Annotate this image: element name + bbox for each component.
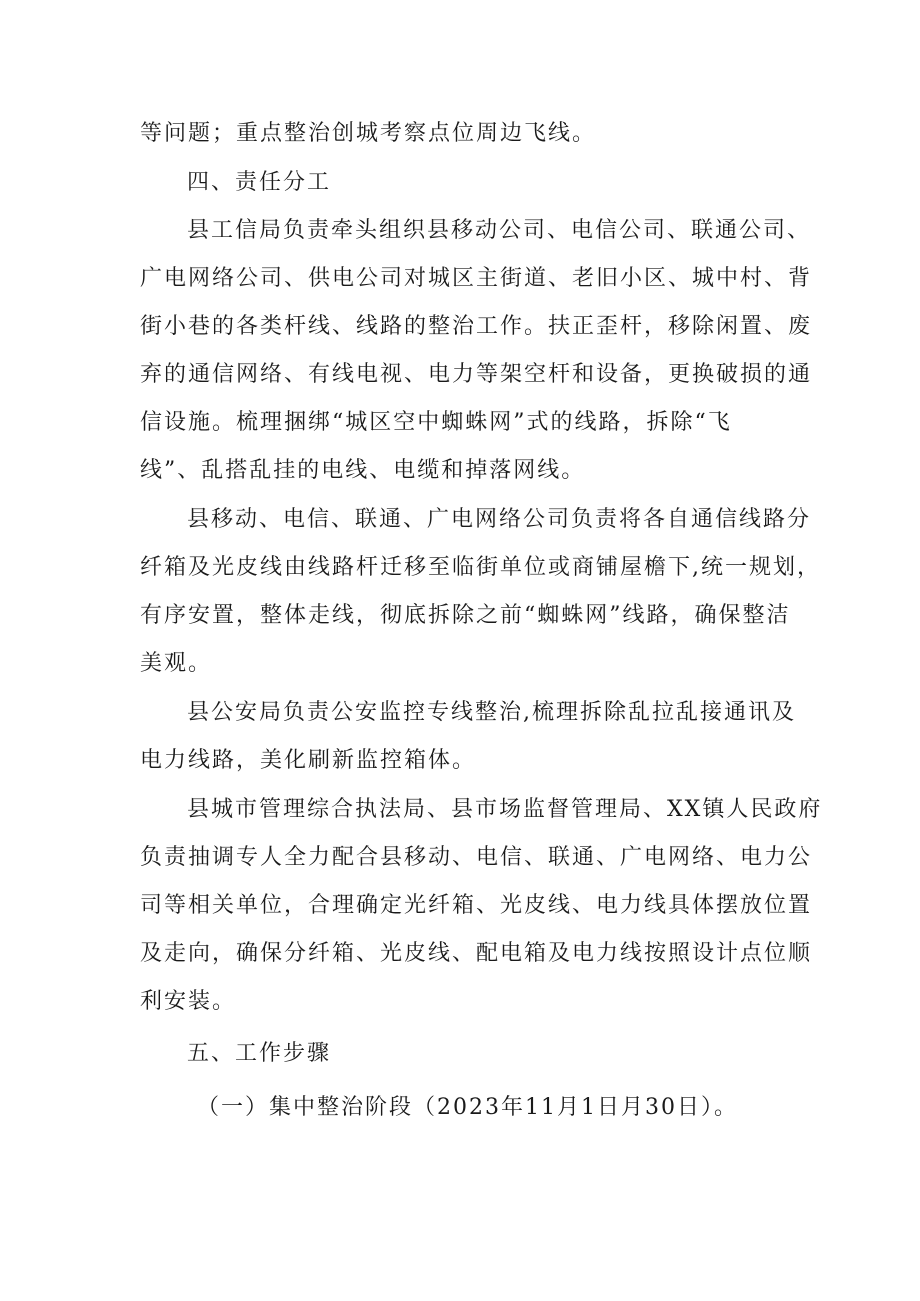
paragraph-line: 县公安局负责公安监控专线整治,梳理拆除乱拉乱接通讯及	[187, 700, 796, 725]
paragraph-line: 弃的通信网络、有线电视、电力等架空杆和设备，更换破损的通	[140, 362, 813, 387]
paragraph-line: 利安装。	[140, 989, 237, 1014]
paragraph-line: 纤箱及光皮线由线路杆迁移至临街单位或商铺屋檐下,统一规划，	[140, 555, 821, 580]
paragraph-line: 电力线路，美化刷新监控箱体。	[140, 748, 477, 773]
section-heading-responsibility: 四、责任分工	[187, 170, 332, 195]
paragraph-line: 负责抽调专人全力配合县移动、电信、联通、广电网络、电力公	[140, 845, 813, 870]
paragraph-line: 信设施。梳理捆绑“城区空中蜘蛛网”式的线路，拆除“飞	[140, 410, 732, 435]
paragraph-line: 等问题；重点整治创城考察点位周边飞线。	[140, 121, 597, 146]
paragraph-line: 广电网络公司、供电公司对城区主街道、老旧小区、城中村、背	[140, 266, 813, 291]
paragraph-line: 县移动、电信、联通、广电网络公司负责将各自通信线路分	[187, 507, 812, 532]
subsection-heading-phase-one: （一）集中整治阶段（2023年11月1日月30日）。	[197, 1095, 738, 1120]
paragraph-line: 线”、乱搭乱挂的电线、电缆和掉落网线。	[140, 458, 586, 483]
section-heading-work-steps: 五、工作步骤	[187, 1041, 332, 1066]
paragraph-line: 司等相关单位，合理确定光纤箱、光皮线、电力线具体摆放位置	[140, 893, 813, 918]
paragraph-line: 街小巷的各类杆线、线路的整治工作。扶正歪杆，移除闲置、废	[140, 314, 813, 339]
paragraph-line: 县工信局负责牵头组织县移动公司、电信公司、联通公司、	[187, 218, 812, 243]
paragraph-line: 美观。	[140, 651, 213, 676]
paragraph-line: 有序安置，整体走线，彻底拆除之前“蜘蛛网”线路，确保整洁	[140, 603, 791, 628]
paragraph-line: 及走向，确保分纤箱、光皮线、配电箱及电力线按照设计点位顺	[140, 941, 813, 966]
paragraph-line: 县城市管理综合执法局、县市场监督管理局、XX镇人民政府	[187, 797, 823, 822]
